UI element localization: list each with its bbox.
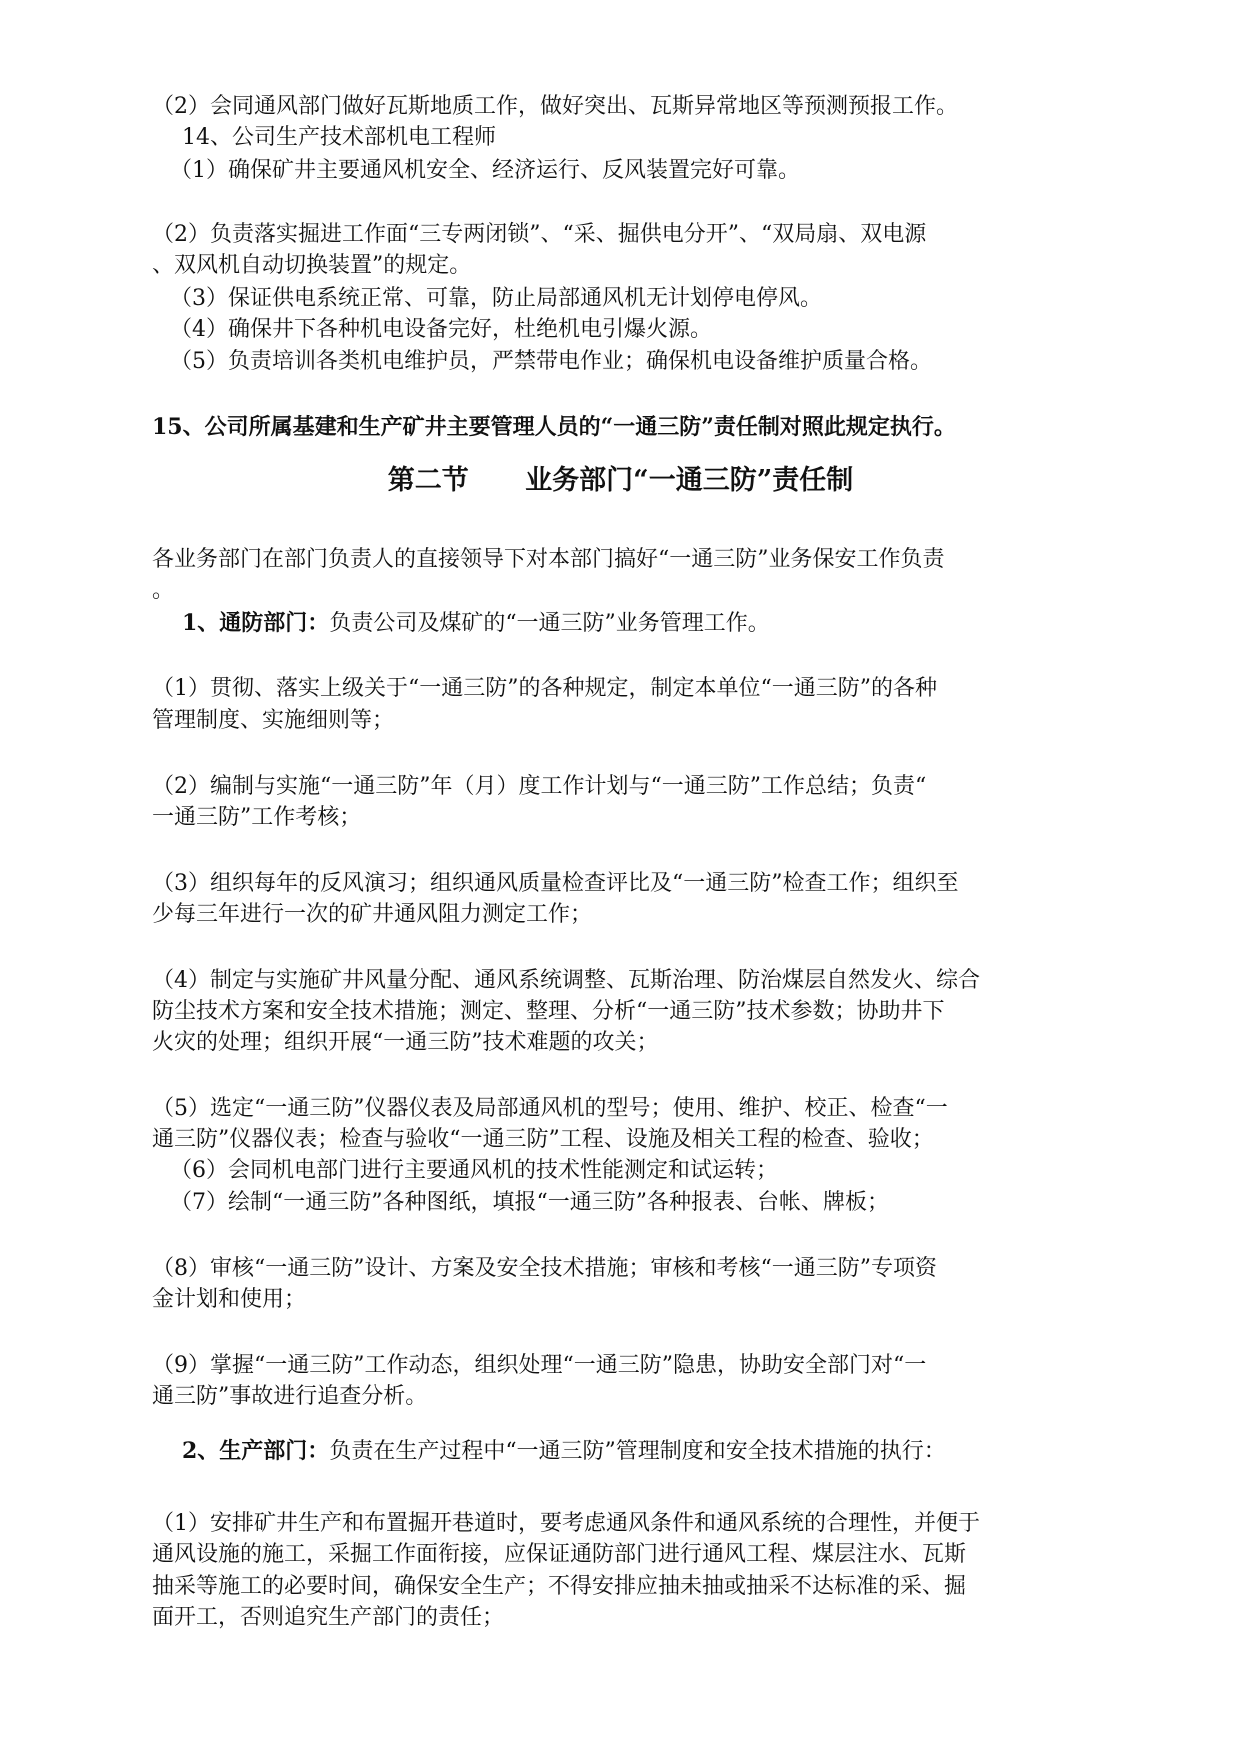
text-line: 面开工，否则追究生产部门的责任； [152, 1605, 505, 1630]
text-line: 金计划和使用； [152, 1287, 307, 1312]
text-line: （2）编制与实施“一通三防”年（月）度工作计划与“一通三防”工作总结；负责“ [152, 774, 927, 799]
text-line: （5）选定“一通三防”仪器仪表及局部通风机的型号；使用、维护、校正、检查“一 [152, 1096, 948, 1121]
text-line: （3）组织每年的反风演习；组织通风质量检查评比及“一通三防”检查工作；组织至 [152, 871, 959, 896]
text-line: （8）审核“一通三防”设计、方案及安全技术措施；审核和考核“一通三防”专项资 [152, 1256, 937, 1281]
dept-description: 负责公司及煤矿的“一通三防”业务管理工作。 [329, 611, 770, 636]
text-line: 、双风机自动切换装置”的规定。 [152, 253, 472, 278]
text-line: 抽采等施工的必要时间，确保安全生产；不得安排应抽未抽或抽采不达标准的采、掘 [152, 1574, 967, 1599]
text-line: 。 [152, 578, 175, 603]
dept-description: 负责在生产过程中“一通三防”管理制度和安全技术措施的执行： [329, 1439, 946, 1464]
section-heading [0, 463, 1241, 499]
text-line: （6）会同机电部门进行主要通风机的技术性能测定和试运转； [170, 1158, 778, 1183]
text-line: （9）掌握“一通三防”工作动态，组织处理“一通三防”隐患，协助安全部门对“一 [152, 1353, 927, 1378]
text-line: 一通三防”工作考核； [152, 805, 362, 830]
text-line: 通三防”仪器仪表；检查与验收“一通三防”工程、设施及相关工程的检查、验收； [152, 1127, 934, 1152]
text-line: 管理制度、实施细则等； [152, 708, 395, 733]
text-line: （1）贯彻、落实上级关于“一通三防”的各种规定，制定本单位“一通三防”的各种 [152, 676, 937, 701]
text-line [182, 1436, 946, 1467]
dept-label: 1、通防部门： [182, 610, 330, 636]
text-line: 火灾的处理；组织开展“一通三防”技术难题的攻关； [152, 1030, 659, 1055]
text-line: （5）负责培训各类机电维护员，严禁带电作业；确保机电设备维护质量合格。 [170, 349, 932, 374]
text-line: （2）负责落实掘进工作面“三专两闭锁”、“采、掘供电分开”、“双局扇、双电源 [152, 222, 927, 247]
text-line: （2）会同通风部门做好瓦斯地质工作，做好突出、瓦斯异常地区等预测预报工作。 [152, 94, 958, 119]
dept-label: 2、生产部门： [182, 1438, 330, 1464]
text-line: （4）确保井下各种机电设备完好，杜绝机电引爆火源。 [170, 317, 712, 342]
text-line: 通三防”事故进行追查分析。 [152, 1384, 428, 1409]
text-line [182, 608, 770, 639]
heading-number: 第二节 [387, 465, 469, 496]
text-line: （7）绘制“一通三防”各种图纸，填报“一通三防”各种报表、台帐、牌板； [170, 1190, 889, 1215]
text-line: （1）安排矿井生产和布置掘开巷道时，要考虑通风条件和通风系统的合理性，并便于 [152, 1511, 980, 1536]
section-item-14: 14、公司生产技术部机电工程师 [182, 125, 496, 150]
text-line: （4）制定与实施矿井风量分配、通风系统调整、瓦斯治理、防治煤层自然发火、综合 [152, 968, 980, 993]
text-line: 防尘技术方案和安全技术措施；测定、整理、分析“一通三防”技术参数；协助井下 [152, 999, 945, 1024]
text-line: 各业务部门在部门负责人的直接领导下对本部门搞好“一通三防”业务保安工作负责 [152, 547, 945, 572]
text-line: （3）保证供电系统正常、可靠，防止局部通风机无计划停电停风。 [170, 286, 822, 311]
text-line: （1）确保矿井主要通风机安全、经济运行、反风装置完好可靠。 [170, 158, 800, 183]
text-line: 少每三年进行一次的矿井通风阻力测定工作； [152, 902, 593, 927]
section-item-15: 15、公司所属基建和生产矿井主要管理人员的“一通三防”责任制对照此规定执行。 [152, 414, 956, 440]
heading-title: 业务部门“一通三防”责任制 [525, 465, 854, 496]
text-line: 通风设施的施工，采掘工作面衔接，应保证通防部门进行通风工程、煤层注水、瓦斯 [152, 1542, 967, 1567]
